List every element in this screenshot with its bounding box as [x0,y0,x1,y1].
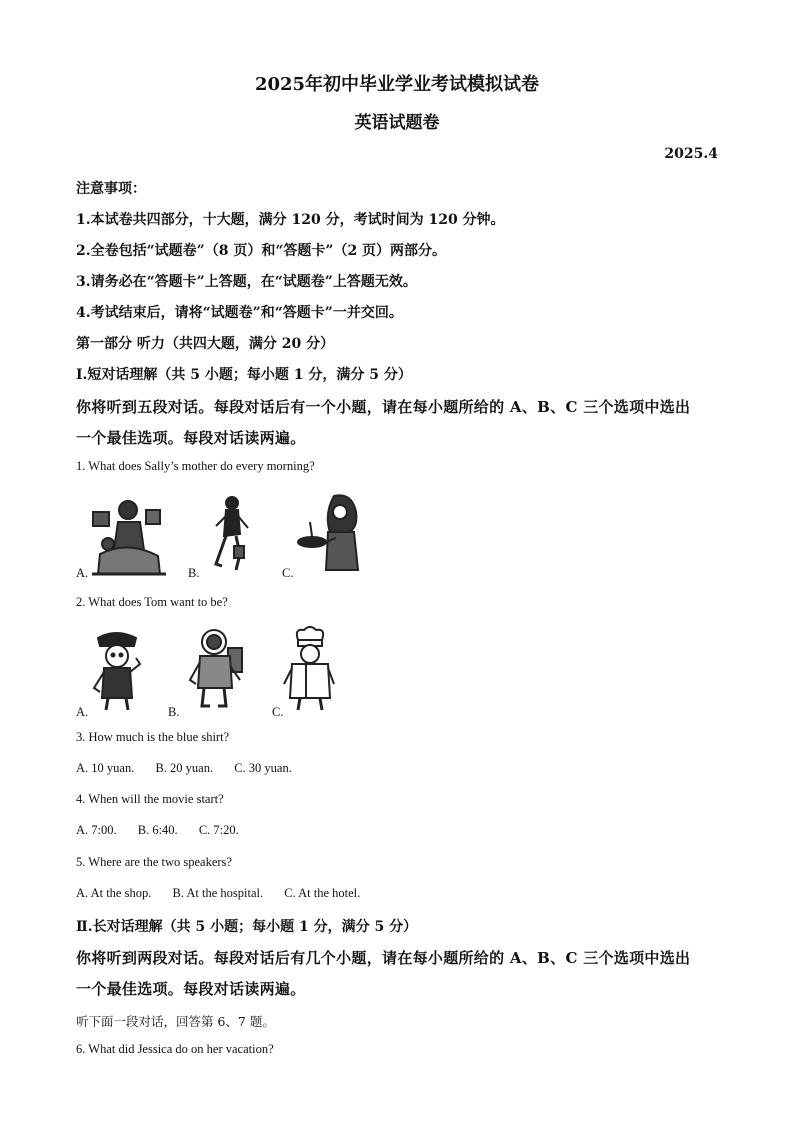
q1-option-a: A. [76,566,89,580]
q5-option-c: C. At the hotel. [284,886,361,900]
q3-option-a: A. 10 yuan. [76,761,135,775]
question-4: 4. When will the movie start? [76,792,224,806]
q4-option-a: A. 7:00. [76,823,117,837]
dialog-note: 听下面一段对话，回答第 6、7 题。 [76,1014,275,1029]
part1-heading: 第一部分 听力（共四大题，满分 20 分） [76,336,335,352]
section2-instruction: 你将听到两段对话。每段对话后有几个小题，请在每小题所给的 A、B、C 三个选项中选出 [76,949,691,967]
section2-instruction: 一个最佳选项。每段对话读两遍。 [76,980,306,998]
question-1: 1. What does Sally’s mother do every morning? [76,459,315,473]
astronaut-picture [184,626,248,712]
question-5: 5. Where are the two speakers? [76,855,232,869]
exam-title: 2025年初中毕业学业考试模拟试卷 [254,74,540,95]
note-item: 4.考试结束后，请将“试题卷”和“答题卡”一并交回。 [76,305,403,321]
running-woman-picture [210,494,250,574]
woman-with-child-picture [88,494,170,578]
q1-option-c: C. [282,566,294,580]
q4-option-b: B. 6:40. [137,823,178,837]
woman-cooking-picture [296,492,366,572]
notes-heading: 注意事项： [76,181,146,197]
question-2: 2. What does Tom want to be? [76,595,228,609]
section1-heading: Ⅰ.短对话理解（共 5 小题；每小题 1 分，满分 5 分） [76,367,412,383]
exam-subtitle: 英语试题卷 [354,113,440,133]
section1-instruction: 你将听到五段对话。每段对话后有一个小题，请在每小题所给的 A、B、C 三个选项中选出 [76,398,691,416]
question-6: 6. What did Jessica do on her vacation? [76,1042,274,1056]
section1-instruction: 一个最佳选项。每段对话读两遍。 [76,429,306,447]
q5-options [76,886,378,901]
q2-option-a: A. [76,705,89,719]
q4-option-c: C. 7:20. [198,823,239,837]
q5-option-a: A. At the shop. [76,886,152,900]
section2-heading: Ⅱ.长对话理解（共 5 小题；每小题 1 分，满分 5 分） [76,919,418,935]
exam-date: 2025.4 [664,146,718,162]
note-item: 2.全卷包括“试题卷”（8 页）和“答题卡”（2 页）两部分。 [76,243,447,259]
note-item: 3.请务必在“答题卡”上答题，在“试题卷”上答题无效。 [76,274,417,290]
q3-option-b: B. 20 yuan. [155,761,214,775]
q4-options [76,823,257,838]
q1-option-b: B. [188,566,200,580]
q3-options [76,761,310,776]
q3-option-c: C. 30 yuan. [234,761,292,775]
q5-option-b: B. At the hospital. [172,886,264,900]
q2-option-c: C. [272,705,284,719]
question-3: 3. How much is the blue shirt? [76,730,230,744]
note-item: 1.本试卷共四部分，十大题，满分 120 分，考试时间为 120 分钟。 [76,212,505,228]
police-officer-picture [90,628,144,712]
chef-picture [280,626,338,712]
q2-option-b: B. [168,705,180,719]
